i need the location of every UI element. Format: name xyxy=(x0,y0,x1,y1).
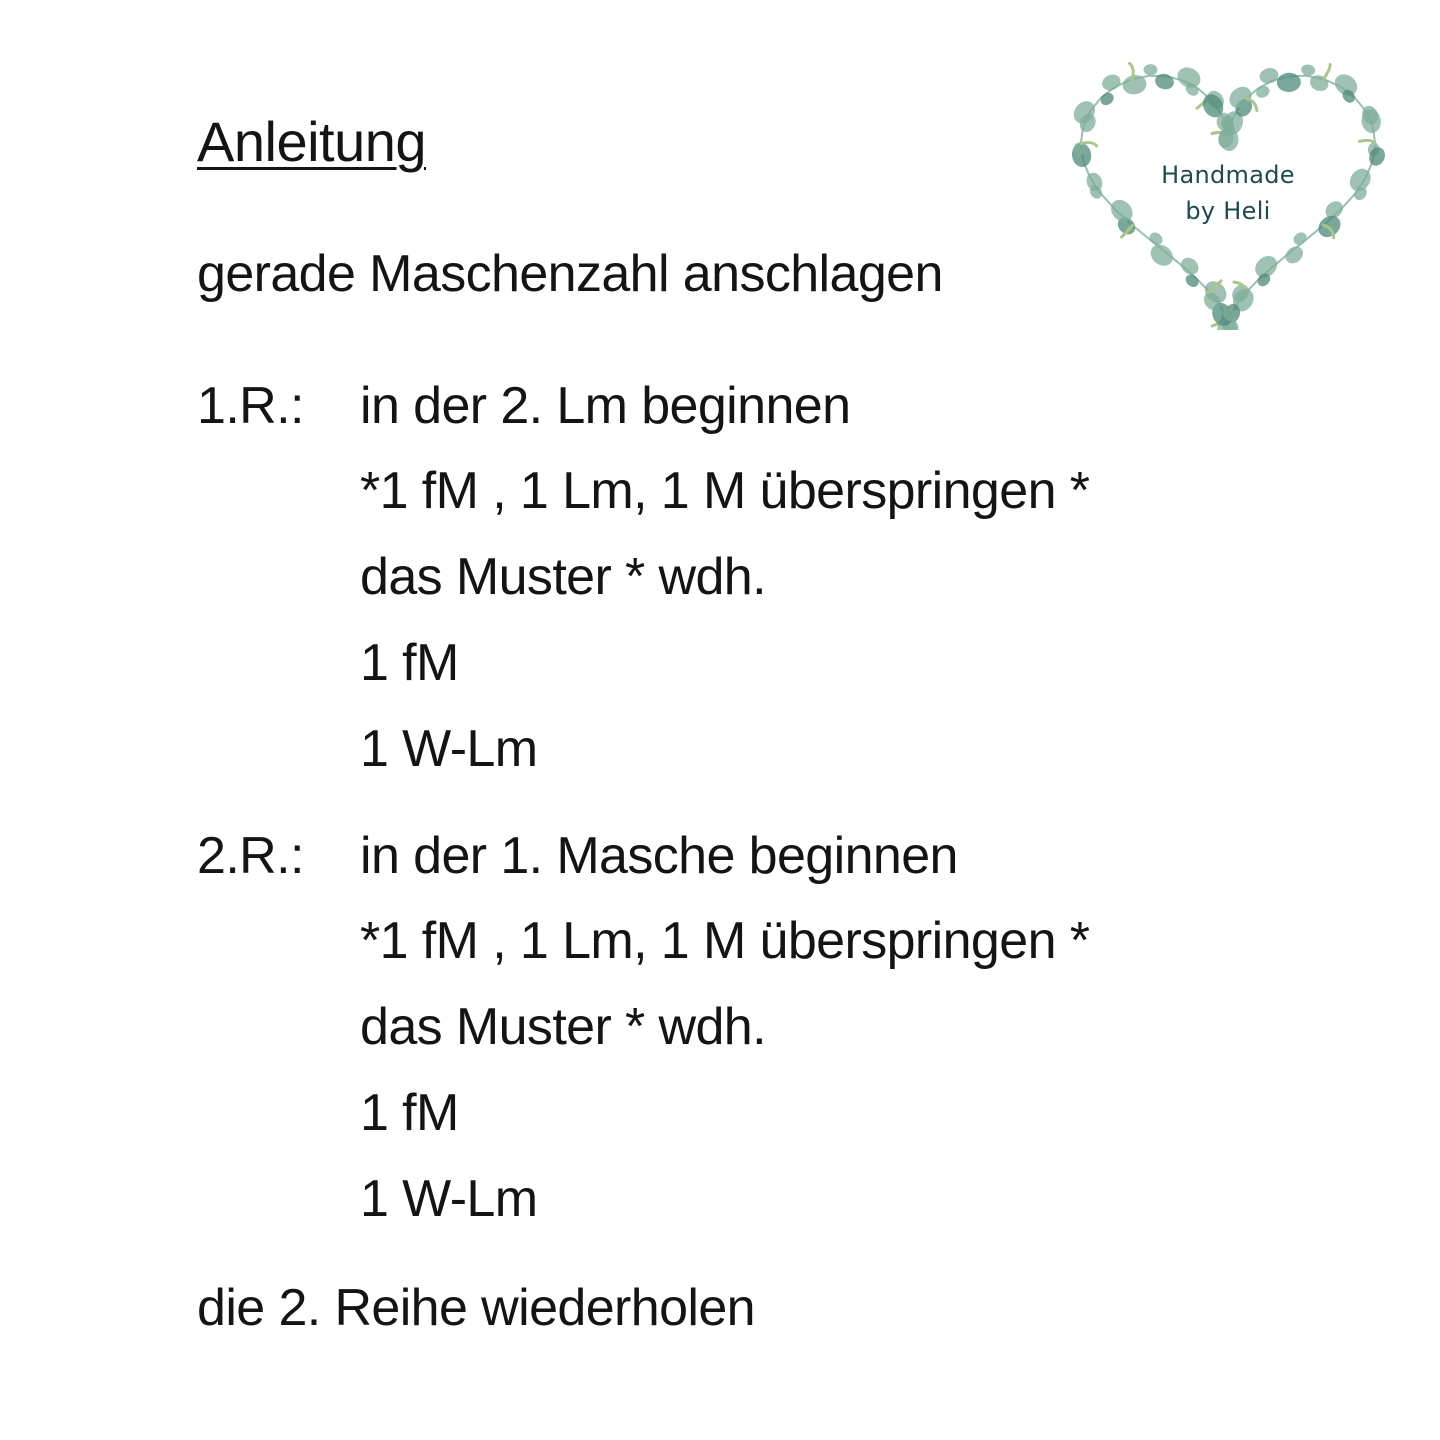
row-1-step-5: 1 W-Lm xyxy=(360,720,538,778)
row-2-step-1: in der 1. Masche beginnen xyxy=(360,827,958,885)
row-1-step-3: das Muster * wdh. xyxy=(360,548,766,606)
row-1-step-2: *1 fM , 1 Lm, 1 M überspringen * xyxy=(360,462,1090,520)
eucalyptus-leaf xyxy=(1100,72,1124,94)
logo-line-1: Handmade xyxy=(1161,161,1295,189)
row-1-label: 1.R.: xyxy=(197,377,304,435)
row-2-step-2: *1 fM , 1 Lm, 1 M überspringen * xyxy=(360,912,1090,970)
row-1-step-1: in der 2. Lm beginnen xyxy=(360,377,851,435)
eucalyptus-leaf xyxy=(1146,240,1177,270)
eucalyptus-leaf xyxy=(1282,243,1306,267)
outro-text: die 2. Reihe wiederholen xyxy=(197,1279,755,1337)
row-2-step-3: das Muster * wdh. xyxy=(360,998,766,1056)
eucalyptus-leaf xyxy=(1254,84,1272,101)
eucalyptus-leaf xyxy=(1153,72,1175,92)
logo-line-2: by Heli xyxy=(1185,197,1271,225)
handmade-logo xyxy=(1068,50,1388,330)
eucalyptus-leaf xyxy=(1178,254,1202,278)
intro-text: gerade Maschenzahl anschlagen xyxy=(197,245,943,303)
row-2-step-4: 1 fM xyxy=(360,1084,459,1142)
leaf-sprig xyxy=(1359,140,1375,143)
row-1-step-4: 1 fM xyxy=(360,634,459,692)
eucalyptus-leaf xyxy=(1143,64,1157,76)
leaf-sprig xyxy=(1324,65,1331,80)
row-2-step-5: 1 W-Lm xyxy=(360,1170,538,1228)
row-2-label: 2.R.: xyxy=(197,827,304,885)
page-title: Anleitung xyxy=(197,110,427,173)
